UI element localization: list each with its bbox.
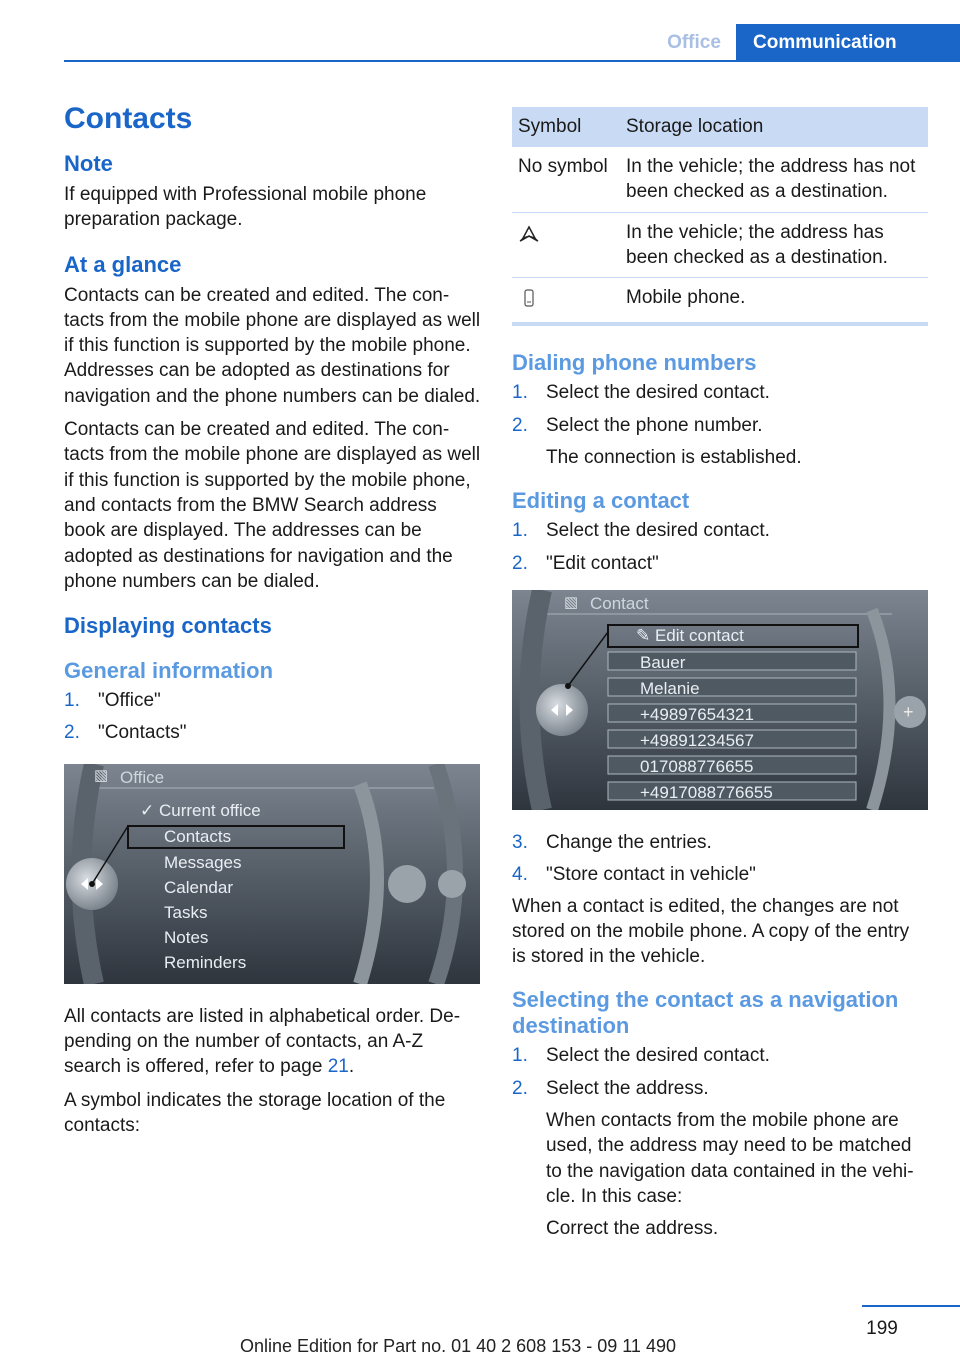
edit-contact-screenshot xyxy=(512,590,928,810)
menu-item-edit-contact: ✎ Edit contact xyxy=(636,625,744,645)
right-column xyxy=(512,103,928,1252)
menu-item-reminders: Reminders xyxy=(164,952,247,972)
header-rule xyxy=(64,60,960,62)
list-item: 3. Change the entries. xyxy=(512,831,712,853)
general-steps xyxy=(64,688,482,746)
glance-heading: At a glance xyxy=(64,251,182,277)
dialing-heading: Dialing phone numbers xyxy=(512,350,757,376)
menu-item-tasks: Tasks xyxy=(164,902,208,922)
list-item: 2. Select the phone number. The connection is established. xyxy=(512,414,802,469)
table-cell-text: Mobile phone. xyxy=(620,278,928,325)
list-item: 1. "Office" xyxy=(64,690,161,712)
page-number: 199 xyxy=(866,1318,898,1339)
header-tab-office: Office xyxy=(667,32,721,53)
screen-background xyxy=(64,764,480,984)
nav-steps xyxy=(512,1043,928,1241)
table-row xyxy=(512,278,928,325)
svg-text:+: + xyxy=(903,701,914,722)
contact-field-phone-home: +49897654321 xyxy=(640,704,754,724)
edited-note: When a contact is edited, the changes are not stored on the mobile phone. A copy of the entry is stored in the vehicle. xyxy=(512,895,910,968)
menu-item-contacts: Contacts xyxy=(164,826,232,846)
list-item: 2. Select the address. When contacts from the mobile phone are used, the address may need to be matched to the navigation data contained in the vehicle. In this case: Correct the address. xyxy=(512,1077,914,1240)
table-cell-symbol xyxy=(512,278,620,325)
page-link-21[interactable]: 21 xyxy=(327,1056,349,1078)
contact-field-phone-other: 017088776655 xyxy=(640,756,754,776)
screen-background xyxy=(512,590,928,810)
svg-text:▧: ▧ xyxy=(564,593,579,611)
contact-field-phone-office: +49891234567 xyxy=(640,730,754,750)
svg-text:▧: ▧ xyxy=(94,766,109,784)
table-header-row xyxy=(512,107,928,147)
displaying-heading: Displaying contacts xyxy=(64,613,272,639)
editing-heading: Editing a contact xyxy=(512,488,690,514)
table-row xyxy=(512,212,928,278)
page-title: Contacts xyxy=(64,102,193,135)
menu-item-notes: Notes xyxy=(164,927,209,947)
symbol-paragraph: A symbol indicates the storage location of the contacts: xyxy=(64,1089,446,1136)
list-item: 4. "Store contact in vehicle" xyxy=(512,864,756,886)
nav-destination-heading: Selecting the contact as a navigation destination xyxy=(512,987,899,1039)
footer-rule xyxy=(862,1305,960,1307)
table-cell-text: In the vehicle; the address has not been checked as a destination. xyxy=(620,147,928,212)
note-text: If equipped with Professional mobile phone preparation package. xyxy=(64,184,427,231)
table-row xyxy=(512,147,928,212)
table-cell-symbol: No symbol xyxy=(512,147,620,212)
list-item: 1. Select the desired contact. xyxy=(512,520,770,542)
contact-field-phone-mobile: +4917088776655 xyxy=(640,782,773,802)
header-tab-communication: Communication xyxy=(736,24,960,62)
edition-note: Online Edition for Part no. 01 40 2 608 153 - 09 11 490 xyxy=(240,1336,676,1356)
menu-item-messages: Messages xyxy=(164,852,242,872)
alphabetical-paragraph: All contacts are listed in alphabetical order. Depending on the number of contacts, an A-Z search is offered, refer to page 21. xyxy=(64,1005,461,1078)
screen-title: Office xyxy=(120,767,165,787)
editing-steps-continued xyxy=(512,830,928,888)
glance-paragraph-2: Contacts can be created and edited. The contacts from the mobile phone are displayed as well if this function is supported by the mobile phone, and contacts from the BMW Search address book are displayed. The addresses can be adopted as destinations for navigation and the phone numbers can be dialed. xyxy=(64,419,481,592)
list-item: 1. Select the desired contact. xyxy=(512,1045,770,1067)
table-cell-symbol xyxy=(512,212,620,278)
menu-item-current-office: ✓ Current office xyxy=(140,800,261,820)
list-item: 2. "Contacts" xyxy=(64,722,187,744)
list-item: 2. "Edit contact" xyxy=(512,552,659,574)
table-cell-text: In the vehicle; the address has been checked as a destination. xyxy=(620,212,928,278)
note-heading: Note xyxy=(64,151,113,176)
contact-field-first-name: Melanie xyxy=(640,678,700,698)
glance-paragraph-1: Contacts can be created and edited. The contacts from the mobile phone are displayed as well if this function is supported by the mobile phone. Addresses can be adopted as destinations for navigation and the phone numbers can be dialed. xyxy=(64,284,481,407)
general-heading: General information xyxy=(64,658,274,684)
list-item: 1. Select the desired contact. xyxy=(512,382,770,404)
mobile-phone-icon xyxy=(518,288,540,308)
storage-location-table xyxy=(512,107,928,326)
screen-title: Contact xyxy=(590,593,649,613)
office-menu-screenshot xyxy=(64,764,480,984)
table-header-storage: Storage location xyxy=(620,107,928,147)
menu-item-calendar: Calendar xyxy=(164,877,233,897)
navigation-checked-icon xyxy=(518,224,540,244)
editing-steps xyxy=(512,518,928,576)
table-header-symbol: Symbol xyxy=(512,107,620,147)
left-column xyxy=(64,100,482,1146)
dialing-steps xyxy=(512,380,928,470)
contact-field-last-name: Bauer xyxy=(640,652,686,672)
